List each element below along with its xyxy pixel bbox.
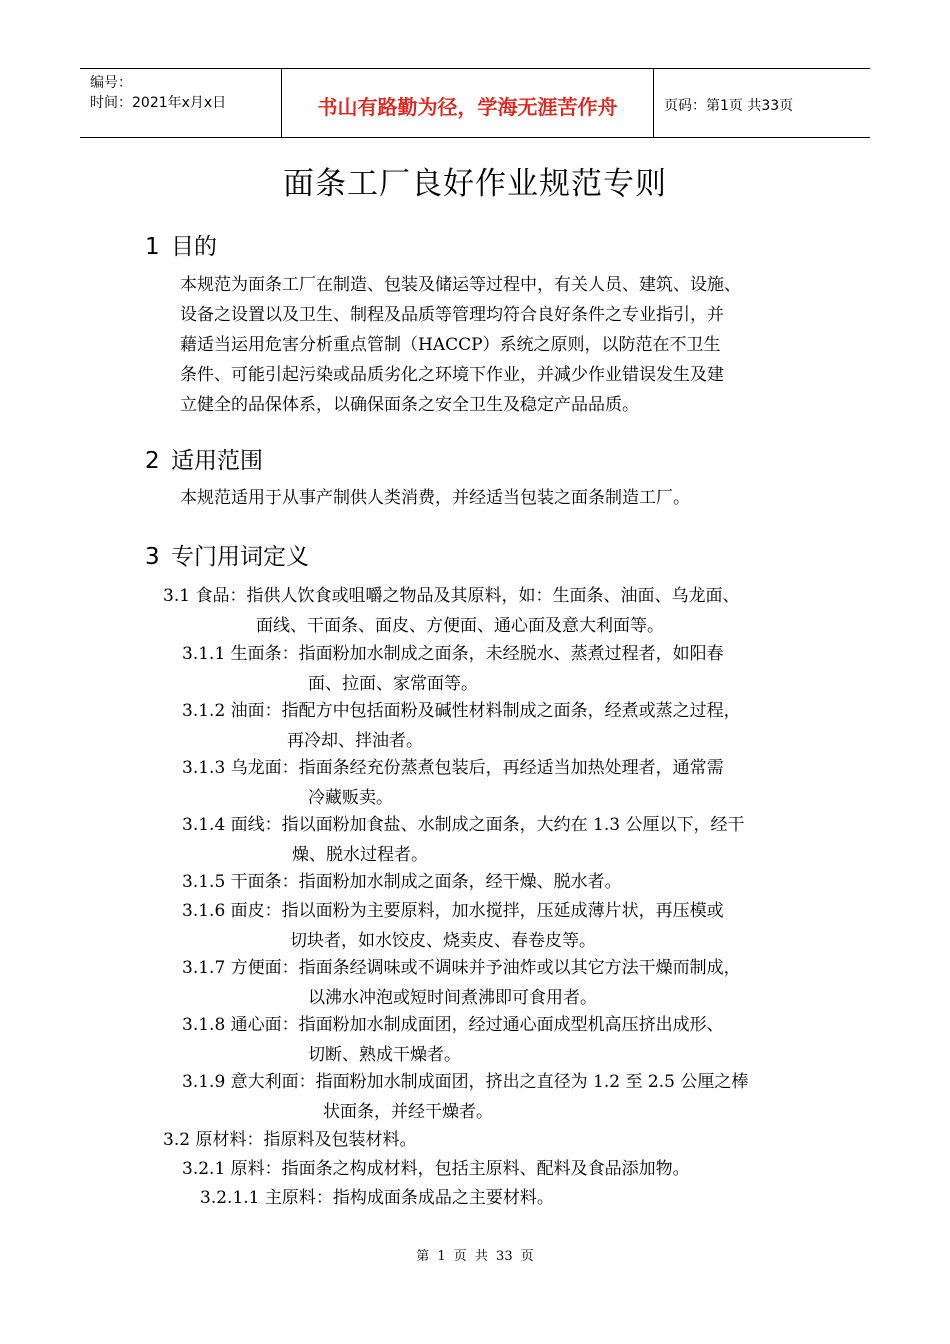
definition-3-1-6-cont: 切块者，如水饺皮、烧卖皮、春卷皮等。 [290, 931, 596, 951]
definition-3-1-9: 3.1.9 意大利面：指面粉加水制成面团，挤出之直径为 1.2 至 2.5 公厘之棒 [182, 1072, 749, 1092]
page-header [80, 68, 870, 138]
section-number: 1 [145, 234, 160, 260]
section-2-heading [145, 442, 263, 475]
header-motto-cell [281, 69, 654, 137]
definition-3-1-2-cont: 再冷却、拌油者。 [287, 731, 423, 751]
definition-3-1-1: 3.1.1 生面条：指面粉加水制成之面条，未经脱水、蒸煮过程者，如阳春 [182, 644, 724, 664]
section-number: 2 [145, 448, 160, 474]
header-motto: 书山有路勤为径，学海无涯苦作舟 [317, 94, 618, 119]
definition-3-1-6: 3.1.6 面皮：指以面粉为主要原料，加水搅拌，压延成薄片状，再压模或 [182, 901, 724, 921]
definition-3-1-1-cont: 面、拉面、家常面等。 [308, 674, 478, 694]
page-footer: 第 1 页 共 33 页 [416, 1249, 534, 1264]
definition-3-1-5: 3.1.5 干面条：指面粉加水制成之面条，经干燥、脱水者。 [182, 872, 622, 892]
section-title: 专门用词定义 [171, 544, 309, 570]
definition-3-1-3-cont: 冷藏贩卖。 [308, 788, 393, 808]
header-info [80, 69, 281, 137]
definition-3-1-7-cont: 以沸水冲泡或短时间煮沸即可食用者。 [308, 988, 597, 1008]
definition-3-1-cont: 面线、干面条、面皮、方便面、通心面及意大利面等。 [256, 616, 664, 636]
body-line: 藉适当运用危害分析重点管制（HACCP）系统之原则，以防范在不卫生 [180, 335, 721, 355]
body-line: 设备之设置以及卫生、制程及品质等管理均符合良好条件之专业指引，并 [180, 305, 724, 325]
definition-3-1-4-cont: 燥、脱水过程者。 [292, 845, 428, 865]
section-2-body: 本规范适用于从事产制供人类消费，并经适当包装之面条制造工厂。 [180, 488, 690, 508]
definition-3-1-9-cont: 状面条，并经干燥者。 [323, 1102, 493, 1122]
definition-3-2-1-1: 3.2.1.1 主原料：指构成面条成品之主要材料。 [200, 1188, 554, 1208]
definition-3-1-8: 3.1.8 通心面：指面粉加水制成面团，经过通心面成型机高压挤出成形、 [182, 1015, 724, 1035]
body-line: 条件、可能引起污染或品质劣化之环境下作业，并减少作业错误发生及建 [180, 365, 724, 385]
definition-3-2-1: 3.2.1 原料：指面条之构成材料，包括主原料、配料及食品添加物。 [182, 1159, 690, 1179]
header-page-cell [654, 69, 870, 137]
definition-3-1-2: 3.1.2 油面：指配方中包括面粉及碱性材料制成之面条，经煮或蒸之过程， [182, 701, 741, 721]
header-page-label: 页码：第1页 共33页 [664, 98, 794, 114]
definition-3-1-8-cont: 切断、熟成干燥者。 [308, 1045, 461, 1065]
section-1-heading [145, 228, 217, 261]
section-3-heading [145, 538, 309, 571]
definition-3-1-4: 3.1.4 面线：指以面粉加食盐、水制成之面条，大约在 1.3 公厘以下，经干 [182, 815, 745, 835]
definition-3-2: 3.2 原材料：指原料及包装材料。 [163, 1130, 417, 1150]
definition-3-1: 3.1 食品：指供人饮食或咀嚼之物品及其原料，如：生面条、油面、乌龙面、 [163, 586, 740, 606]
definition-3-1-3: 3.1.3 乌龙面：指面条经充份蒸煮包装后，再经适当加热处理者，通常需 [182, 758, 724, 778]
section-title: 适用范围 [171, 448, 263, 474]
document-title: 面条工厂良好作业规范专则 [283, 166, 667, 202]
time-label: 时间：2021年x月x日 [90, 95, 227, 111]
section-1-body [180, 270, 840, 420]
section-number: 3 [145, 544, 160, 570]
definition-3-1-7: 3.1.7 方便面：指面条经调味或不调味并予油炸或以其它方法干燥而制成， [182, 958, 741, 978]
body-line: 本规范为面条工厂在制造、包装及储运等过程中，有关人员、建筑、设施、 [180, 275, 741, 295]
body-line: 立健全的品保体系，以确保面条之安全卫生及稳定产品品质。 [180, 395, 639, 415]
number-label: 编号： [90, 75, 132, 91]
section-title: 目的 [171, 234, 217, 260]
